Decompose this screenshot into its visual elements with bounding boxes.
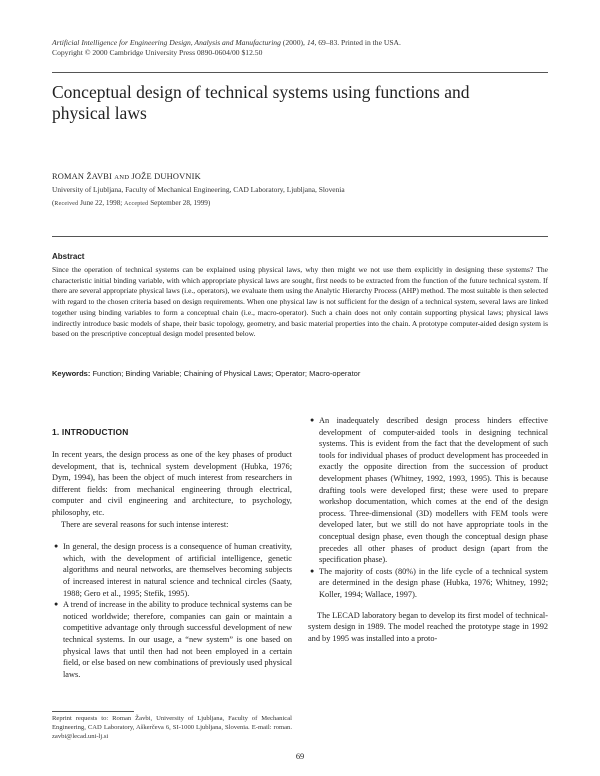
list-item: ● An inadequately described design process hinders effective development of computer-aided tools in designing technical systems. This is evident from the fact that the development of such tools for individual phases of product development has proceeded in exactly the opposite direction from the succession of product development phases (Whitney, 1992, 1993, 1995). This is because drafting tools were developed first; these were used to prepare workshop documentation, which comes at the end of the design process. Three-dimensional (3D) modellers with FEM tools were developed later, but we still do not have appropriate tools in the conceptual design phase, even though the conceptual design phase precedes all other phases of product design (apart from the specification phase). [310,416,548,565]
footnote-divider [52,711,134,712]
bullet-icon: ● [54,542,59,551]
keywords-line [52,369,548,378]
right-column [308,415,548,715]
author-name: ROMAN ŽAVBI [52,172,112,181]
bullet-list [52,541,292,680]
footnote: Reprint requests to: Roman Žavbi, University of Ljubljana, Faculty of Mechanical Engineering, CAD Laboratory, Aškerčeva 6, SI-1000 Ljubljana, Slovenia. E-mail: roman. zavbi@lecad.uni-lj.si [52,715,292,741]
header-divider [52,72,548,73]
journal-header [52,38,562,58]
journal-citation: Artificial Intelligence for Engineering Design, Analysis and Manufacturing (2000), 14, 69–83. Printed in the USA. [52,38,401,47]
paragraph: The LECAD laboratory began to develop its first model of technical-system design in 1989. The model reached the prototype stage in 1992 and by 1995 was installed into a proto- [308,610,548,643]
bullet-icon: ● [54,600,59,609]
affiliation: University of Ljubljana, Faculty of Mechanical Engineering, CAD Laboratory, Ljubljana, Slovenia [52,185,345,194]
list-item: ● In general, the design process is a consequence of human creativity, which, with the development of artificial intelligence, genetic algorithms and neural networks, are themselves becoming subjects of increased interest in natural science and technical circles (Saaty, 1988; Gero et al., 1995; Stefik, 1995). [54,542,292,598]
author-line [52,172,201,181]
abstract-heading: Abstract [52,252,85,261]
bullet-icon: ● [310,416,315,424]
article-title: Conceptual design of technical systems using functions and physical laws [52,82,470,123]
copyright-line: Copyright © 2000 Cambridge University Press 0890-0604/00 $12.50 [52,48,263,57]
paragraph: In recent years, the design process as one of the key phases of product development, that is, technical system development (Hubka, 1976; Dym, 1994), has been the object of much interest from researchers in different fields: from mechanical engineering through electrical, computer and civil engineering and architecture, to psychology, philosophy, etc. [52,450,292,517]
bullet-icon: ● [310,566,315,575]
received-dates: (Received June 22, 1998; Accepted September 28, 1999) [52,199,211,207]
journal-volume: 14, [306,38,317,47]
section-heading: 1. INTRODUCTION [52,427,129,437]
keywords-list: Function; Binding Variable; Chaining of Physical Laws; Operator; Macro-operator [92,369,361,378]
abstract-divider [52,236,548,237]
author-conjunction: AND [114,174,130,181]
keywords-label: Keywords: [52,369,91,378]
left-column [52,449,292,680]
bullet-list [308,415,548,601]
author-name: JOŽE DUHOVNIK [131,172,201,181]
abstract-text: Since the operation of technical systems can be explained using physical laws, why then might we not use them explicitly in designing these systems? The characteristic initial binding variable, with which appropriate physical laws are sought, first needs to be extracted from the function of the future technical system. If there are several appropriate physical laws (i.e., operators), we evaluate them using the Analytic Hierarchy Process (AHP) method. The most suitable is then selected with regard to the chosen criteria based on design requirements. When one physical law is not sufficient for the design of a technical system, several laws are linked together using binding variables to form a conceptual chain (i.e., macro-operator). Such a chain does not only contain supporting physical laws; physical laws indirectly introduce basic models of shape, their basic topology, geometry, and basic material properties into the chain. A prototype computer-aided design system is based on the prescriptive conceptual design model presented below. [52,265,548,339]
list-item: ● The majority of costs (80%) in the life cycle of a technical system are determined in the design phase (Hubka, 1976; Whitney, 1992; Koller, 1994; Wallace, 1997). [310,566,548,599]
list-item: ● A trend of increase in the ability to produce technical systems can be noticed worldwide; therefore, companies can gain or maintain a competitive advantage only through successful development of new technical systems. In our usage, a “new system” is one based on physical laws that until then had not been employed in a certain field, or else based on new combinations of previously used physical laws. [54,600,292,679]
paragraph: There are several reasons for such intense interest: [61,519,229,529]
page-number: 69 [295,752,305,761]
journal-title: Artificial Intelligence for Engineering Design, Analysis and Manufacturing [52,38,281,47]
